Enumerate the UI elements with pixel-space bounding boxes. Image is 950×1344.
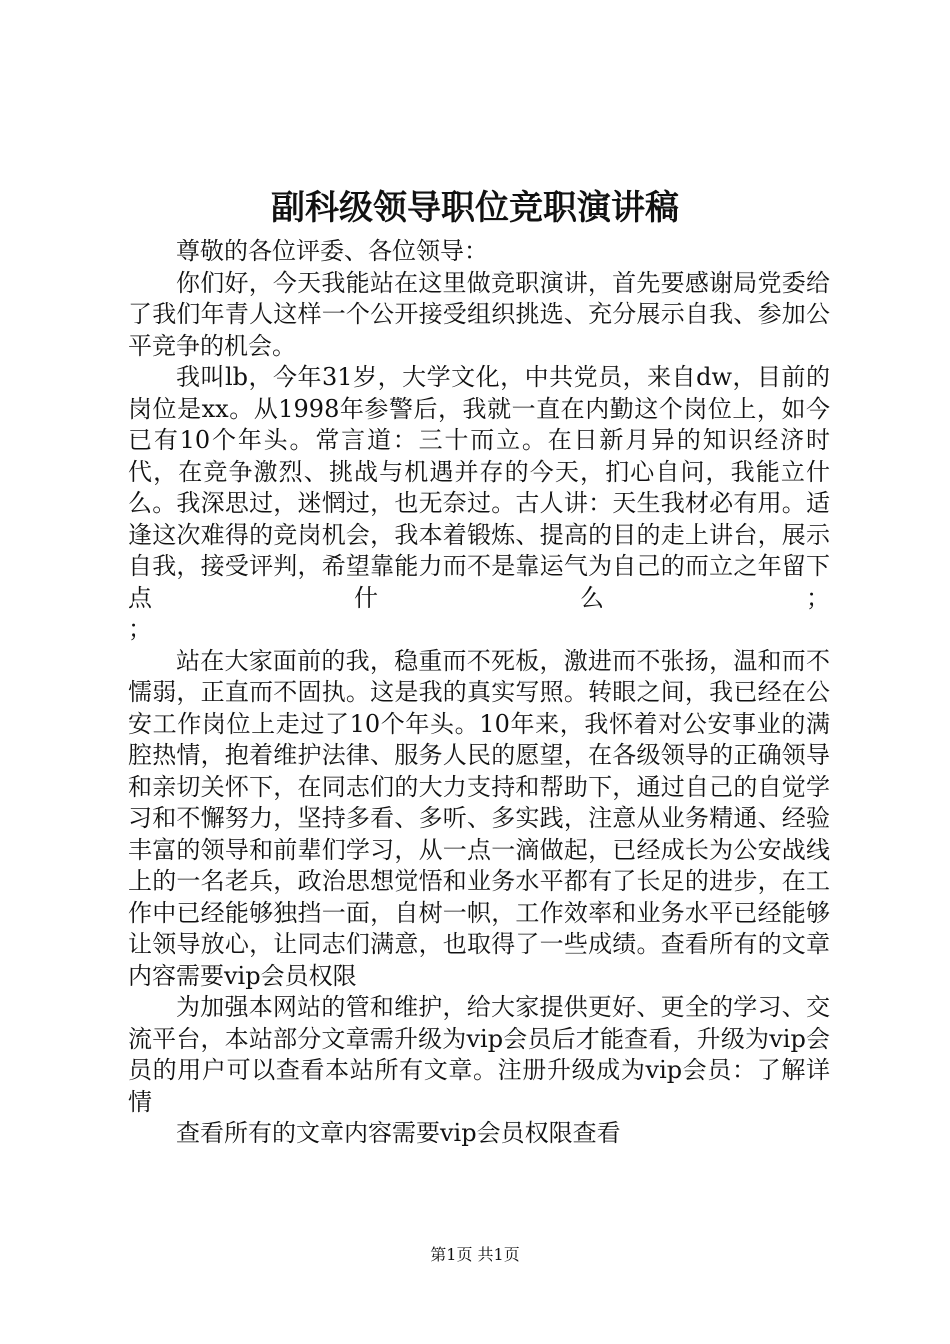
page-number-footer: 第1页 共1页 [430,1245,520,1264]
self-introduction-paragraph [128,362,830,614]
vip-notice-paragraph: 为加强本网站的管和维护，给大家提供更好、更全的学习、交流平台，本站部分文章需升级为vip会员后才能查看，升级为vip会员的用户可以查看本站所有文章。注册升级成为vip会员：了解详情 [128,993,830,1116]
experience-paragraph: 站在大家面前的我，稳重而不死板，激进而不张扬，温和而不懦弱，正直而不固执。这是我的真实写照。转眼之间，我已经在公安工作岗位上走过了10个年头。10年来，我怀着对公安事业的满腔热情，抱着维护法律、服务人民的愿望，在各级领导的正确领导和亲切关怀下，在同志们的大力支持和帮助下，通过自己的自觉学习和不懈努力，坚持多看、多听、多实践，注意从业务精通、经验丰富的领导和前辈们学习，从一点一滴做起，已经成长为公安战线上的一名老兵，政治思想觉悟和业务水平都有了长足的进步，在工作中已经能够独挡一面，自树一帜，工作效率和业务水平已经能够让领导放心，让同志们满意，也取得了一些成绩。查看所有的文章内容需要vip会员权限 [128,646,830,990]
document-body [128,236,830,1150]
self-introduction-end-mark: ； [806,583,830,612]
document-title: 副科级领导职位竞职演讲稿 [271,188,679,228]
greeting-paragraph: 你们好，今天我能站在这里做竞职演讲，首先要感谢局党委给了我们年青人这样一个公开接受组织挑选、充分展示自我、参加公平竞争的机会。 [128,268,830,360]
separator-paragraph: ； [128,615,152,643]
vip-link-paragraph[interactable]: 查看所有的文章内容需要vip会员权限查看 [176,1119,621,1147]
salutation-paragraph: 尊敬的各位评委、各位领导： [176,237,488,265]
self-introduction-text: 我叫lb，今年31岁，大学文化，中共党员，来自dw，目前的岗位是xx。从1998年参警后，我就一直在内勤这个岗位上，如今已有10个年头。常言道：三十而立。在日新月异的知识经济时代，在竞争激烈、挑战与机遇并存的今天，扪心自问，我能立什么。我深思过，迷惘过，也无奈过。古人讲：天生我材必有用。适逢这次难得的竞岗机会，我本着锻炼、提高的目的走上讲台，展示自我，接受评判，希望靠能力而不是靠运气为自己的而立之年留下点什么 [128,363,830,612]
